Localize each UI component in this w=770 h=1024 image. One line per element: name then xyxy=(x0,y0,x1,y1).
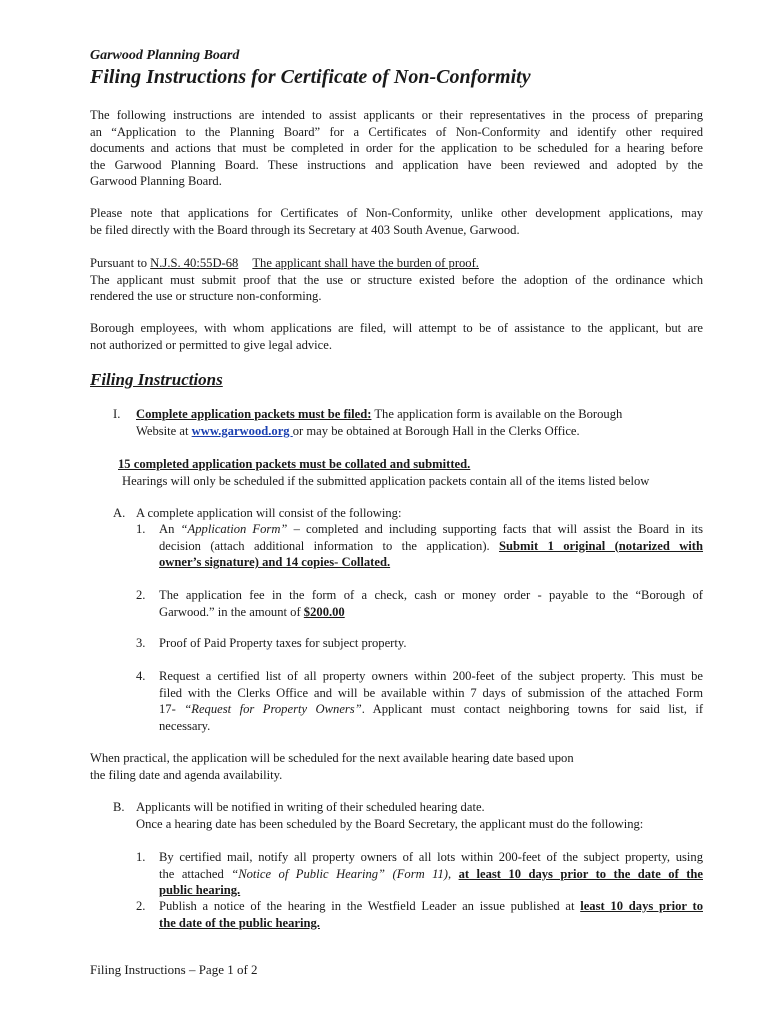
list-a-item-4-line: necessary. xyxy=(159,718,211,733)
hearings-note: Hearings will only be scheduled if the submitted application packets contain all of the items listed below xyxy=(122,473,650,488)
deadline-requirement: at least 10 days prior to the date of the xyxy=(458,866,703,881)
complete-packets-heading: Complete application packets must be filed: xyxy=(136,407,372,421)
intro-p3-line: rendered the use or structure non-conforming. xyxy=(90,289,322,303)
pursuant-text: Pursuant to xyxy=(90,256,151,270)
intro-p1-line: documents and actions that must be completed in order for the application to be scheduled for a hearing before xyxy=(90,141,703,155)
text-fragment: , xyxy=(447,866,459,881)
fee-amount: $200.00 xyxy=(303,604,345,619)
item-i-marker: I. xyxy=(113,407,121,421)
website-link[interactable]: www.garwood.org xyxy=(191,423,293,438)
publication-deadline-cont: the date of the public hearing. xyxy=(159,915,320,930)
intro-paragraph-1 xyxy=(90,107,703,190)
list-b-marker: B. xyxy=(113,800,125,814)
text-fragment: 17- xyxy=(159,702,185,716)
intro-p2-line: Please note that applications for Certificates of Non-Conformity, unlike other development applications, may xyxy=(90,206,703,220)
item-i xyxy=(136,406,706,439)
text-fragment: An xyxy=(159,522,181,536)
intro-p4-line: not authorized or permitted to give legal advice. xyxy=(90,337,332,352)
list-b-line: Once a hearing date has been scheduled by the Board Secretary, the applicant must do the following: xyxy=(136,816,644,831)
item-i-line xyxy=(136,406,706,423)
list-a-item-1-number: 1. xyxy=(136,522,146,536)
intro-p1-line: an “Application to the Planning Board” for a Certificates of Non-Conformity and identify other required xyxy=(90,124,703,139)
form-11-name: “Notice of Public Hearing” (Form 11) xyxy=(231,866,448,881)
list-a-item-4 xyxy=(159,668,703,734)
list-b-item-2-number: 2. xyxy=(136,899,146,913)
list-b-item-1 xyxy=(159,849,703,899)
submit-requirement-cont: owner’s signature) and 14 copies- Collated. xyxy=(159,555,391,569)
list-a-item-4-number: 4. xyxy=(136,669,146,683)
list-b-item-1-number: 1. xyxy=(136,850,146,864)
list-a-item-2 xyxy=(159,587,703,620)
list-b-item-2 xyxy=(159,898,703,931)
list-a-item-2-line: The application fee in the form of a check, cash or money order - payable to the “Borough of xyxy=(159,588,703,602)
burden-of-proof: The applicant shall have the burden of proof. xyxy=(252,256,479,270)
text-fragment: – completed and including supporting facts that will assist the Board in its xyxy=(287,522,703,536)
list-b-item-2-line xyxy=(159,898,703,915)
organization-name: Garwood Planning Board xyxy=(90,48,240,63)
deadline-requirement-cont: public hearing. xyxy=(159,883,241,897)
list-a-item-1 xyxy=(159,521,703,571)
website-text: Website at xyxy=(136,423,192,438)
intro-paragraph-2 xyxy=(90,205,703,238)
list-a-item-4-line: filed with the Clerks Office and will be available within 7 days of submission of the attached Form xyxy=(159,685,703,700)
publication-deadline: least 10 days prior to xyxy=(580,899,703,913)
list-b-item-1-line xyxy=(159,866,703,883)
list-a-item-4-line: Request a certified list of all property owners within 200-feet of the subject property. This must be xyxy=(159,669,703,683)
list-a-item-3: Proof of Paid Property taxes for subject property. xyxy=(159,636,407,650)
list-b-line: Applicants will be notified in writing of their scheduled hearing date. xyxy=(136,800,485,814)
list-a-item-2-line xyxy=(159,604,703,621)
text-fragment: Publish a notice of the hearing in the Westfield Leader an issue published at xyxy=(159,899,581,913)
text-fragment: the attached xyxy=(159,866,232,881)
intro-p1-line: Garwood Planning Board. xyxy=(90,174,222,188)
list-a-intro: A complete application will consist of the following: xyxy=(136,506,402,520)
list-a-item-4-line xyxy=(159,701,703,718)
intro-paragraph-3 xyxy=(90,255,703,305)
section-heading: Filing Instructions xyxy=(90,370,223,389)
text-fragment: decision (attach additional information to the application). xyxy=(159,538,500,553)
list-a-item-3-number: 3. xyxy=(136,636,146,650)
text-fragment: Garwood.” in the amount of xyxy=(159,604,304,619)
scheduling-note xyxy=(90,750,703,783)
item-i-text: The application form is available on the Borough xyxy=(371,407,623,421)
item-i-line xyxy=(136,423,706,440)
page-title: Filing Instructions for Certificate of Non-Conformity xyxy=(90,66,531,88)
intro-p3-line: The applicant must submit proof that the use or structure existed before the adoption of the ordinance which xyxy=(90,272,703,287)
list-b-intro xyxy=(136,799,706,832)
scheduling-line: the filing date and agenda availability. xyxy=(90,767,283,782)
list-a-marker: A. xyxy=(113,506,126,520)
statute-reference: N.J.S. 40:55D-68 xyxy=(150,256,239,270)
application-form-name: “Application Form” xyxy=(180,522,288,536)
intro-paragraph-4 xyxy=(90,320,703,353)
list-b-item-1-line: By certified mail, notify all property owners of all lots within 200-feet of the subject property, using xyxy=(159,850,703,864)
list-a-item-2-number: 2. xyxy=(136,588,146,602)
intro-p4-line: Borough employees, with whom applications are filed, will attempt to be of assistance to the applicant, but are xyxy=(90,321,703,335)
intro-p1-line: the Garwood Planning Board. These instructions and application have been reviewed and adopted by the xyxy=(90,157,703,172)
list-a-item-1-line xyxy=(159,521,703,538)
scheduling-line: When practical, the application will be scheduled for the next available hearing date based upon xyxy=(90,751,574,765)
packets-requirement: 15 completed application packets must be collated and submitted. xyxy=(118,457,471,471)
submit-requirement: Submit 1 original (notarized with xyxy=(499,538,704,553)
intro-p2-line: be filed directly with the Board through its Secretary at 403 South Avenue, Garwood. xyxy=(90,222,520,237)
list-a-item-1-line xyxy=(159,538,703,555)
form-17-name: “Request for Property Owners” xyxy=(184,702,362,716)
packets-note xyxy=(118,456,718,489)
text-fragment: . Applicant must contact neighboring towns for said list, if xyxy=(361,702,704,716)
intro-p1-line: The following instructions are intended to assist applicants or their representatives in the process of preparing xyxy=(90,108,703,122)
burden-line xyxy=(90,255,703,272)
page-footer: Filing Instructions – Page 1 of 2 xyxy=(90,962,258,977)
borough-hall-text: or may be obtained at Borough Hall in the Clerks Office. xyxy=(292,423,580,438)
